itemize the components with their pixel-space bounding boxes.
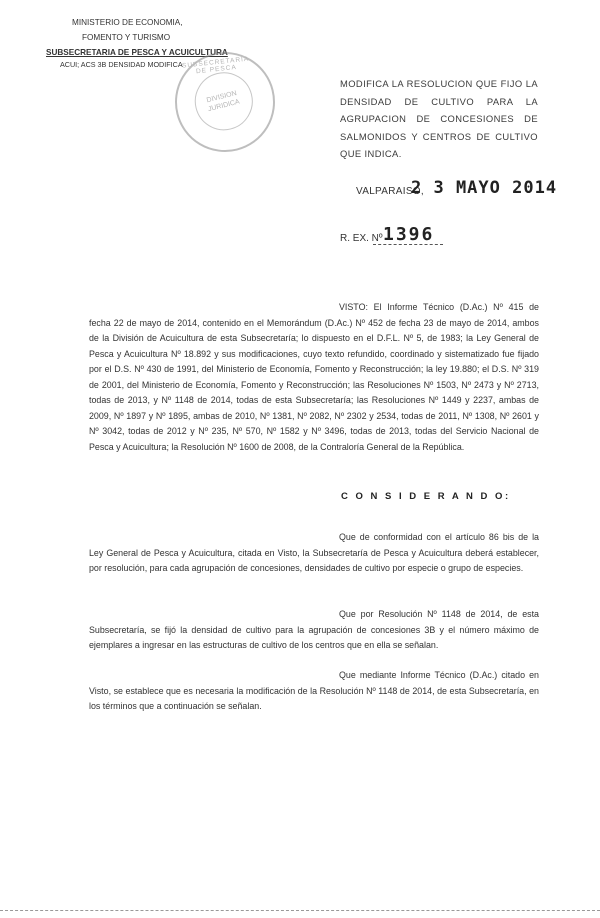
ministry-name: MINISTERIO DE ECONOMIA, bbox=[72, 18, 183, 27]
stamp-ring-text: SUBSECRETARIA DE PESCA bbox=[181, 55, 250, 76]
page-footer-rule bbox=[0, 910, 600, 911]
considerando-paragraph-1: Que de conformidad con el artículo 86 bis de la Ley General de Pesca y Acuicultura, citada en Visto, la Subsecretaría de Pesca y Acuicultura deberá establecer, por resolución, para cada agrupación de concesiones, densidades de cultivo por especie o grupo de especies. bbox=[89, 532, 539, 573]
date-place: VALPARAISO, bbox=[356, 186, 424, 197]
ministry-name-line2: FOMENTO Y TURISMO bbox=[82, 33, 171, 42]
stamp-center-text: DIVISION JURIDICA bbox=[205, 90, 241, 114]
file-reference: ACUI; ACS 3B DENSIDAD MODIFICA bbox=[60, 60, 183, 69]
considerando-paragraph-3: Que mediante Informe Técnico (D.Ac.) citado en Visto, se establece que es necesaria la modificación de la Resolución Nº 1148 de 2014, de esta Subsecretaría, en los términos que a continuación se señalan. bbox=[89, 670, 539, 711]
considerando-paragraph-2: Que por Resolución Nº 1148 de 2014, de esta Subsecretaría, se fijó la densidad de cultivo para la agrupación de concesiones 3B y el número máximo de ejemplares a ingresar en las estructuras de cultivo de los centros que en ella se señalan. bbox=[89, 609, 539, 650]
considerando-heading: C O N S I D E R A N D O: bbox=[341, 491, 511, 502]
resolution-label: R. EX. Nº bbox=[340, 233, 383, 244]
date-stamp: 2 3 MAYO 2014 bbox=[411, 178, 558, 198]
resolution-summary: MODIFICA LA RESOLUCION QUE FIJO LA DENSIDAD DE CULTIVO PARA LA AGRUPACION DE CONCESIONES DE SALMONIDOS Y CENTROS DE CULTIVO QUE INDICA. bbox=[340, 78, 538, 159]
resolution-number: 1396 bbox=[383, 224, 435, 245]
visto-paragraph: VISTO: El Informe Técnico (D.Ac.) Nº 415 de fecha 22 de mayo de 2014, contenido en el Memorándum (D.Ac.) Nº 452 de fecha 23 de mayo de 2014, ambos de la División de Acuicultura de esta Subsecretaría; lo dispuesto en el D.F.L. Nº 5, de 1983; la Ley General de Pesca y Acuicultura Nº 18.892 y sus modificaciones, cuyo texto refundido, coordinado y sistematizado fue fijado por el D.S. Nº 430 de 1991, del Ministerio de Economía, Fomento y Reconstrucción; la ley 19.880; el D.S. Nº 319 de 2001, del Ministerio de Economía, Fomento y Reconstrucción; las Resoluciones Nº 1503, Nº 2473 y Nº 2713, todas de 2013, y Nº 1148 de 2014, todas de esta Subsecretaría; las Resoluciones Nº 1449 y 2237, ambas de 2009, Nº 1897 y Nº 1895, ambas de 2010, Nº 1381, Nº 2082, Nº 2302 y 2534, todas de 2011, Nº 1308, Nº 2601 y Nº 3042, todas de 2012 y Nº 235, Nº 570, Nº 1582 y Nº 3496, todas de 2013, todas del Servicio Nacional de Pesca y Acuicultura; la Resolución Nº 1600 de 2008, de la Contraloría General de la República. bbox=[89, 302, 539, 452]
subsecretariat-name: SUBSECRETARIA DE PESCA Y ACUICULTURA bbox=[46, 48, 228, 57]
